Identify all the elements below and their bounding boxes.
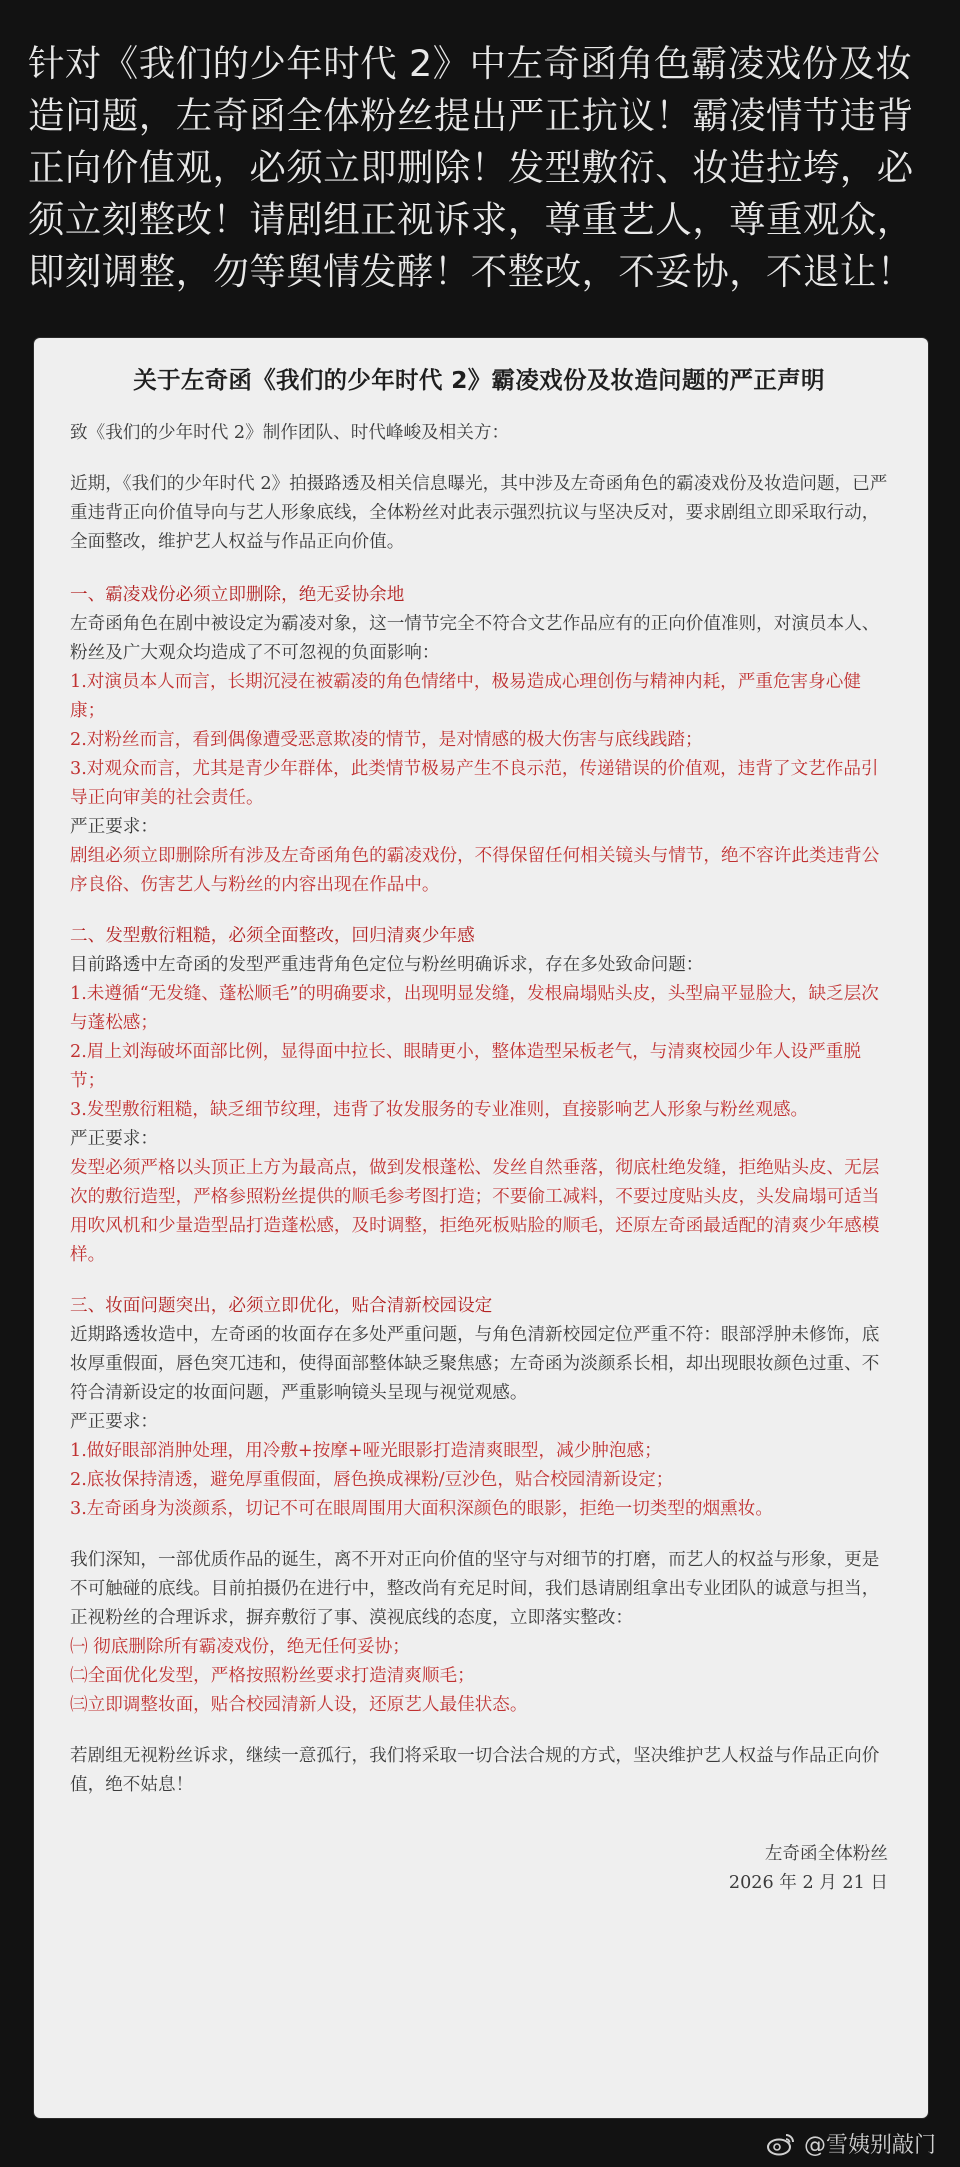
requirement-label: 严正要求： xyxy=(70,817,158,837)
section-heading: 二、发型敷衍粗糙，必须全面整改，回归清爽少年感 xyxy=(70,926,475,946)
closing-paragraph: 我们深知，一部优质作品的诞生，离不开对正向价值的坚守与对细节的打磨，而艺人的权益与形象，更是不可触碰的底线。目前拍摄仍在进行中，整改尚有充足时间，我们恳请剧组拿出专业团队的诚意与担当，正视粉丝的合理诉求，摒弃敷衍了事、漠视底线的态度，立即落实整改： xyxy=(70,1550,880,1628)
requirement-item: 1.做好眼部消肿处理，用冷敷+按摩+哑光眼影打造清爽眼型，减少肿泡感； xyxy=(70,1441,662,1461)
requirement-item: 2.底妆保持清透，避免厚重假面，唇色换成裸粉/豆沙色，贴合校园清新设定； xyxy=(70,1470,674,1490)
closing-section xyxy=(70,1546,888,1720)
section-point: 3.对观众而言，尤其是青少年群体，此类情节极易产生不良示范，传递错误的价值观，违背了文艺作品引导正向审美的社会责任。 xyxy=(70,759,879,808)
section-1 xyxy=(70,581,888,900)
requirement-label: 严正要求： xyxy=(70,1129,158,1149)
requirement-label: 严正要求： xyxy=(70,1412,158,1432)
intro-paragraph: 近期，《我们的少年时代 2》拍摄路透及相关信息曝光，其中涉及左奇函角色的霸凌戏份及妆造问题，已严重违背正向价值导向与艺人形象底线，全体粉丝对此表示强烈抗议与坚决反对，要求剧组立即采取行动，全面整改，维护艺人权益与作品正向价值。 xyxy=(70,474,888,552)
post-text: 针对《我们的少年时代 2》中左奇函角色霸凌戏份及妆造问题，左奇函全体粉丝提出严正抗议！霸凌情节违背正向价值观，必须立即删除！发型敷衍、妆造拉垮，必须立刻整改！请剧组正视诉求，尊重艺人，尊重观众，即刻调整，勿等舆情发酵！不整改，不妥协，不退让！ xyxy=(28,42,914,293)
section-2 xyxy=(70,922,888,1270)
closing-item: ㈡全面优化发型，严格按照粉丝要求打造清爽顺毛； xyxy=(70,1666,475,1686)
weibo-icon xyxy=(766,2132,796,2156)
section-body: 左奇函角色在剧中被设定为霸凌对象，这一情节完全不符合文艺作品应有的正向价值准则，对演员本人、粉丝及广大观众均造成了不可忽视的负面影响： xyxy=(70,614,880,663)
requirement-text: 剧组必须立即删除所有涉及左奇函角色的霸凌戏份，不得保留任何相关镜头与情节，绝不容许此类违背公序良俗、伤害艺人与粉丝的内容出现在作品中。 xyxy=(70,846,880,895)
section-body: 目前路透中左奇函的发型严重违背角色定位与粉丝明确诉求，存在多处致命问题： xyxy=(70,955,704,975)
requirement-item: 3.左奇函身为淡颜系，切记不可在眼周围用大面积深颜色的眼影，拒绝一切类型的烟熏妆。 xyxy=(70,1499,773,1519)
section-point: 1.未遵循“无发缝、蓬松顺毛”的明确要求，出现明显发缝，发根扁塌贴头皮，头型扁平显脸大，缺乏层次与蓬松感； xyxy=(70,984,879,1033)
watermark-text: @雪姨别敲门 xyxy=(803,2133,936,2158)
statement-image xyxy=(34,338,928,2118)
section-point: 2.眉上刘海破坏面部比例，显得面中拉长、眼睛更小，整体造型呆板老气，与清爽校园少年人设严重脱节； xyxy=(70,1042,861,1091)
section-point: 2.对粉丝而言，看到偶像遭受恶意欺凌的情节，是对情感的极大伤害与底线践踏； xyxy=(70,730,703,750)
section-point: 1.对演员本人而言，长期沉浸在被霸凌的角色情绪中，极易造成心理创伤与精神内耗，严重危害身心健康； xyxy=(70,672,861,721)
section-heading: 一、霸凌戏份必须立即删除，绝无妥协余地 xyxy=(70,585,405,605)
requirement-text: 发型必须严格以头顶正上方为最高点，做到发根蓬松、发丝自然垂落，彻底杜绝发缝，拒绝贴头皮、无层次的敷衍造型，严格参照粉丝提供的顺毛参考图打造；不要偷工减料，不要过度贴头皮，头发扁塌可适当用吹风机和少量造型品打造蓬松感，及时调整，拒绝死板贴脸的顺毛，还原左奇函最适配的清爽少年感模样。 xyxy=(70,1158,880,1265)
watermark xyxy=(766,2128,936,2159)
closing-item: ㈠ 彻底删除所有霸凌戏份，绝无任何妥协； xyxy=(70,1637,410,1657)
section-point: 3.发型敷衍粗糙，缺乏细节纹理，违背了妆发服务的专业准则，直接影响艺人形象与粉丝观感。 xyxy=(70,1100,809,1120)
closing-item: ㈢立即调整妆面，贴合校园清新人设，还原艺人最佳状态。 xyxy=(70,1695,528,1715)
greeting: 致《我们的少年时代 2》制作团队、时代峰峻及相关方： xyxy=(70,423,510,443)
statement-body xyxy=(70,366,888,1898)
section-heading: 三、妆面问题突出，必须立即优化，贴合清新校园设定 xyxy=(70,1296,493,1316)
date: 2026 年 2 月 21 日 xyxy=(728,1873,888,1893)
section-body: 近期路透妆造中，左奇函的妆面存在多处严重问题，与角色清新校园定位严重不符：眼部浮肿未修饰，底妆厚重假面，唇色突兀违和，使得面部整体缺乏聚焦感；左奇函为淡颜系长相，却出现眼妆颜色过重、不符合清新设定的妆面问题，严重影响镜头呈现与视觉观感。 xyxy=(70,1325,880,1403)
statement-title: 关于左奇函《我们的少年时代 2》霸凌戏份及妆造问题的严正声明 xyxy=(133,366,825,394)
signature-block xyxy=(70,1840,888,1898)
section-3 xyxy=(70,1292,888,1524)
final-paragraph: 若剧组无视粉丝诉求，继续一意孤行，我们将采取一切合法合规的方式，坚决维护艺人权益与作品正向价值，绝不姑息！ xyxy=(70,1746,880,1795)
signature: 左奇函全体粉丝 xyxy=(764,1844,888,1864)
